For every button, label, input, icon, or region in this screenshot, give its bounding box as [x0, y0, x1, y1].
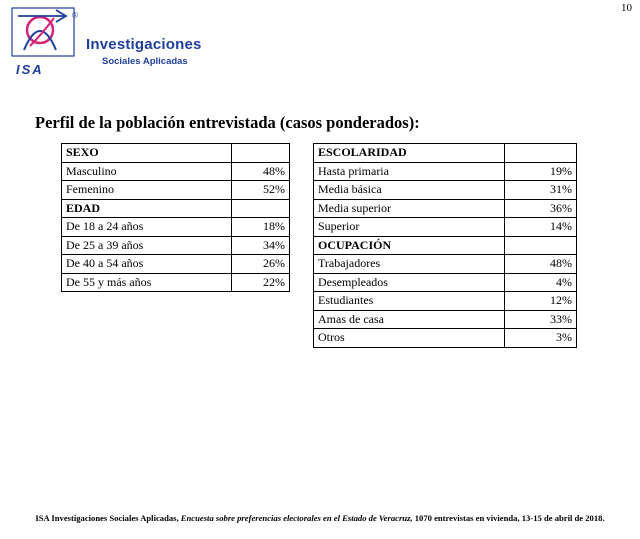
row-label: Femenino — [62, 181, 232, 200]
row-label: Masculino — [62, 162, 232, 181]
row-value: 14% — [505, 218, 577, 237]
table-row — [314, 292, 577, 311]
row-value: 12% — [505, 292, 577, 311]
table-row — [62, 273, 290, 292]
row-value: 36% — [505, 199, 577, 218]
row-value — [232, 144, 290, 163]
table-row — [62, 255, 290, 274]
table-section-header — [62, 199, 290, 218]
table-row — [314, 255, 577, 274]
row-label: De 40 a 54 años — [62, 255, 232, 274]
row-value — [232, 199, 290, 218]
row-value: 48% — [505, 255, 577, 274]
row-label: Trabajadores — [314, 255, 505, 274]
page-number: 10 — [621, 2, 632, 14]
logo-subtitle: Sociales Aplicadas — [102, 56, 188, 67]
row-value: 18% — [232, 218, 290, 237]
row-value — [505, 236, 577, 255]
row-value: 33% — [505, 310, 577, 329]
isa-logo-icon — [10, 6, 80, 68]
registered-mark: ® — [72, 11, 78, 20]
table-row — [62, 181, 290, 200]
row-value: 31% — [505, 181, 577, 200]
table-row — [62, 236, 290, 255]
isa-logo — [10, 6, 200, 78]
row-value: 26% — [232, 255, 290, 274]
row-value: 4% — [505, 273, 577, 292]
row-label: SEXO — [62, 144, 232, 163]
right-profile-table — [313, 143, 577, 348]
row-label: Estudiantes — [314, 292, 505, 311]
row-label: Superior — [314, 218, 505, 237]
row-value — [505, 144, 577, 163]
table-row — [314, 329, 577, 348]
row-label: Amas de casa — [314, 310, 505, 329]
table-row — [314, 273, 577, 292]
row-label: Hasta primaria — [314, 162, 505, 181]
row-value: 52% — [232, 181, 290, 200]
row-label: OCUPACIÓN — [314, 236, 505, 255]
row-label: Desempleados — [314, 273, 505, 292]
footer-details: 1070 entrevistas en vivienda, 13-15 de abril de 2018. — [414, 513, 605, 523]
row-value: 19% — [505, 162, 577, 181]
footer-org: ISA Investigaciones Sociales Aplicadas, — [35, 513, 179, 523]
row-label: ESCOLARIDAD — [314, 144, 505, 163]
table-row — [314, 310, 577, 329]
table-row — [314, 162, 577, 181]
row-label: Otros — [314, 329, 505, 348]
logo-title: Investigaciones — [86, 36, 202, 53]
row-value: 48% — [232, 162, 290, 181]
row-label: Media superior — [314, 199, 505, 218]
logo-acronym: ISA — [16, 62, 44, 77]
row-label: Media básica — [314, 181, 505, 200]
table-section-header — [314, 144, 577, 163]
row-value: 3% — [505, 329, 577, 348]
table-row — [62, 162, 290, 181]
left-profile-table — [61, 143, 290, 292]
table-row — [314, 218, 577, 237]
row-value: 34% — [232, 236, 290, 255]
row-label: De 55 y más años — [62, 273, 232, 292]
page-title: Perfil de la población entrevistada (casos ponderados): — [35, 113, 420, 132]
table-row — [62, 218, 290, 237]
footer-survey: Encuesta sobre preferencias electorales en el Estado de Veracruz, — [180, 513, 413, 523]
table-row — [314, 181, 577, 200]
row-value: 22% — [232, 273, 290, 292]
row-label: EDAD — [62, 199, 232, 218]
table-section-header — [314, 236, 577, 255]
table-section-header — [62, 144, 290, 163]
table-row — [314, 199, 577, 218]
footer-citation — [0, 513, 640, 523]
row-label: De 18 a 24 años — [62, 218, 232, 237]
row-label: De 25 a 39 años — [62, 236, 232, 255]
